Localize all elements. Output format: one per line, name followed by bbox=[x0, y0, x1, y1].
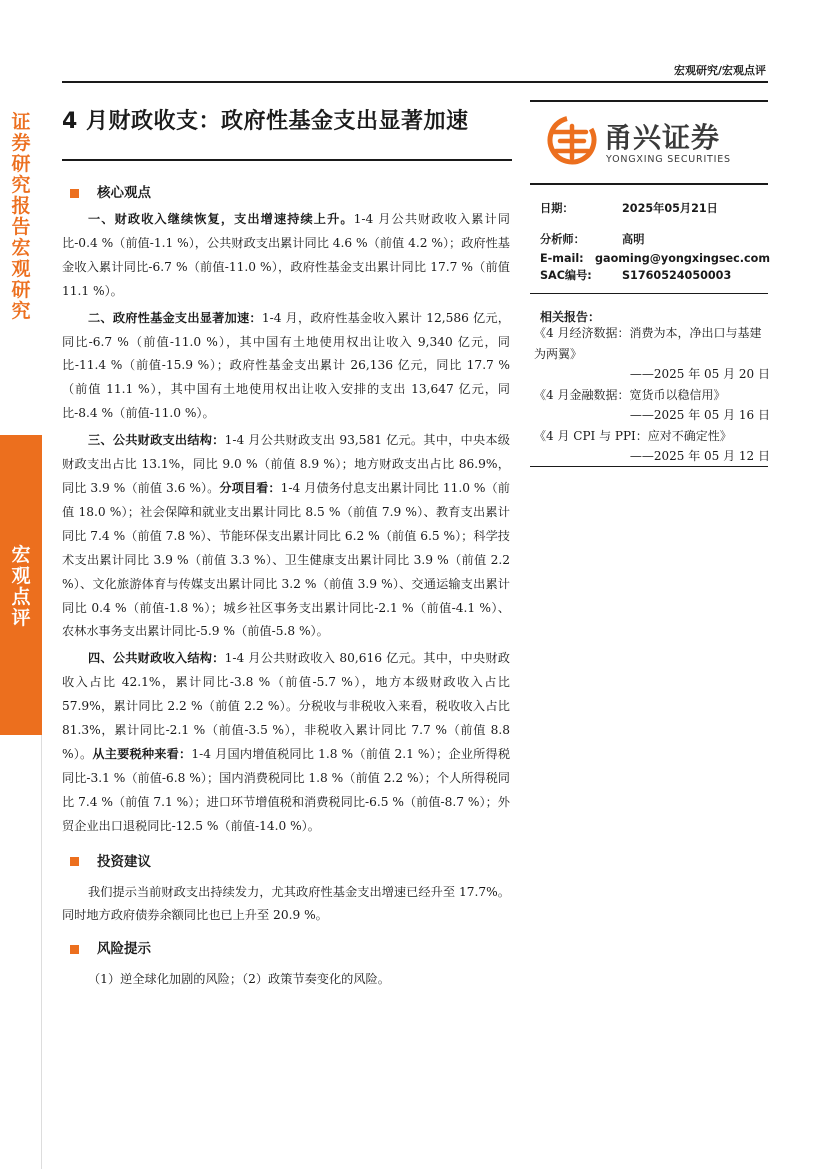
logo-english-name: YONGXING SECURITIES bbox=[606, 154, 731, 165]
report-date: 2025年05月21日 bbox=[622, 202, 718, 215]
list-item[interactable] bbox=[534, 426, 770, 467]
core-views-heading: 核心观点 bbox=[62, 178, 510, 208]
header-divider bbox=[62, 81, 768, 83]
analyst-name: 高明 bbox=[622, 233, 645, 246]
core-paragraph-2: 二、政府性基金支出显著加速：1-4 月，政府性基金收入累计 12,586 亿元，同比-6.7 %（前值-11.0 %），其中国有土地使用权出让收入 9,340 亿元，同比-11.4 %（前值-15.9 %）；政府性基金支出累计 26,136 亿元，同比 17.7 %（前值 11.1 %），其中国有土地使用权出让收入安排的支出 13,647 亿元，同比-8.4 %（前值-11.0 %）。 bbox=[62, 310, 510, 421]
info-top-divider bbox=[530, 183, 768, 185]
related-reports-divider bbox=[530, 466, 768, 467]
related-reports-list bbox=[534, 323, 770, 467]
analyst-label: 分析师： bbox=[540, 233, 585, 246]
core-paragraph-1: 一、财政收入继续恢复，支出增速持续上升。1-4 月公共财政收入累计同比-0.4 %（前值-1.1 %），公共财政支出累计同比 4.6 %（前值 4.2 %）；政府性基金收入累计同比-6.7 %（前值-11.0 %），政府性基金支出累计同比 17.7 %（前值 11.1 %）。 bbox=[62, 212, 510, 298]
logo-chinese-name: 甬兴证券 bbox=[604, 121, 721, 154]
related-report-date: ——2025 年 05 月 20 日 bbox=[629, 367, 770, 381]
sidebar-bottom bbox=[0, 735, 42, 1169]
sidebar-category-label: 宏观点评 bbox=[11, 544, 31, 629]
sidebar-report-type-label: 证券研究报告 宏观研究 bbox=[11, 111, 31, 322]
investment-advice-heading: 投资建议 bbox=[62, 847, 510, 877]
email-label: E-mail: bbox=[540, 252, 584, 265]
related-report-date: ——2025 年 05 月 16 日 bbox=[629, 408, 770, 422]
risk-warning-paragraph: （1）逆全球化加剧的风险；（2）政策节奏变化的风险。 bbox=[88, 972, 390, 987]
related-report-title: 《4 月金融数据：宽货币以稳信用》 bbox=[534, 387, 726, 402]
related-report-title: 《4 月经济数据：消费为本，净出口与基建为两翼》 bbox=[534, 326, 762, 361]
related-report-date: ——2025 年 05 月 12 日 bbox=[629, 449, 770, 463]
list-item[interactable] bbox=[534, 385, 770, 426]
logo-top-divider bbox=[530, 100, 768, 102]
core-paragraph-3: 三、公共财政支出结构：1-4 月公共财政支出 93,581 亿元。其中，中央本级财政支出占比 13.1%，同比 9.0 %（前值 8.9 %）；地方财政支出占比 86.9%，同比 3.9 %（前值 3.6 %）。分项目看：1-4 月债务付息支出累计同比 11.0 %（前值 18.0 %）；社会保障和就业支出累计同比 8.5 %（前值 7.9 %）、教育支出累计同比 7.4 %（前值 7.8 %）、节能环保支出累计同比 6.2 %（前值 6.5 %）；科学技术支出累计同比 3.9 %（前值 3.3 %）、卫生健康支出累计同比 3.9 %（前值 2.2 %）、文化旅游体育与传媒支出累计同比 3.2 %（前值 3.9 %）、交通运输支出累计同比 0.4 %（前值-1.8 %）；城乡社区事务支出累计同比-2.1 %（前值-4.1 %）、农林水事务支出累计同比-5.9 %（前值-5.8 %）。 bbox=[62, 433, 510, 639]
list-item[interactable] bbox=[534, 323, 770, 385]
risk-warning-heading: 风险提示 bbox=[62, 934, 510, 964]
info-divider bbox=[530, 293, 768, 294]
analyst-email[interactable]: gaoming@yongxingsec.com bbox=[595, 252, 770, 265]
investment-advice-paragraph: 我们提示当前财政支出持续发力，尤其政府性基金支出增速已经升至 17.7%。同时地方政府债券余额同比也已上升至 20.9 %。 bbox=[62, 884, 510, 923]
company-logo bbox=[546, 110, 766, 170]
core-paragraph-4: 四、公共财政收入结构：1-4 月公共财政收入 80,616 亿元。其中，中央财政收入占比 42.1%，累计同比-3.8 %（前值-5.7 %），地方本级财政收入占比 57.9%，累计同比 2.2 %（前值 2.2 %）。分税收与非税收入来看，税收收入占比 81.3%，累计同比-2.1 %（前值-3.5 %），非税收入累计同比 7.7 %（前值 8.8 %）。从主要税种来看：1-4 月国内增值税同比 1.8 %（前值 2.1 %）；企业所得税同比-3.1 %（前值-6.8 %）；国内消费税同比 1.8 %（前值 2.2 %）；个人所得税同比 7.4 %（前值 7.1 %）；进口环节增值税和消费税同比-6.5 %（前值-8.7 %）；外贸企业出口退税同比-12.5 %（前值-14.0 %）。 bbox=[62, 651, 511, 833]
related-reports-heading: 相关报告： bbox=[540, 310, 601, 324]
logo-mark-icon bbox=[546, 114, 598, 166]
section-bullet-icon bbox=[70, 189, 79, 198]
page-title: 4 月财政收支：政府性基金支出显著加速 bbox=[62, 109, 469, 134]
header-category: 宏观研究/宏观点评 bbox=[673, 64, 766, 77]
sac-label: SAC编号: bbox=[540, 269, 592, 282]
related-report-title: 《4 月 CPI 与 PPI：应对不确定性》 bbox=[534, 428, 732, 443]
sac-number: S1760524050003 bbox=[622, 269, 732, 282]
main-content bbox=[62, 178, 510, 992]
section-bullet-icon bbox=[70, 945, 79, 954]
title-divider bbox=[62, 159, 512, 161]
date-label: 日期： bbox=[540, 202, 574, 215]
report-info bbox=[540, 190, 770, 284]
section-bullet-icon bbox=[70, 857, 79, 866]
